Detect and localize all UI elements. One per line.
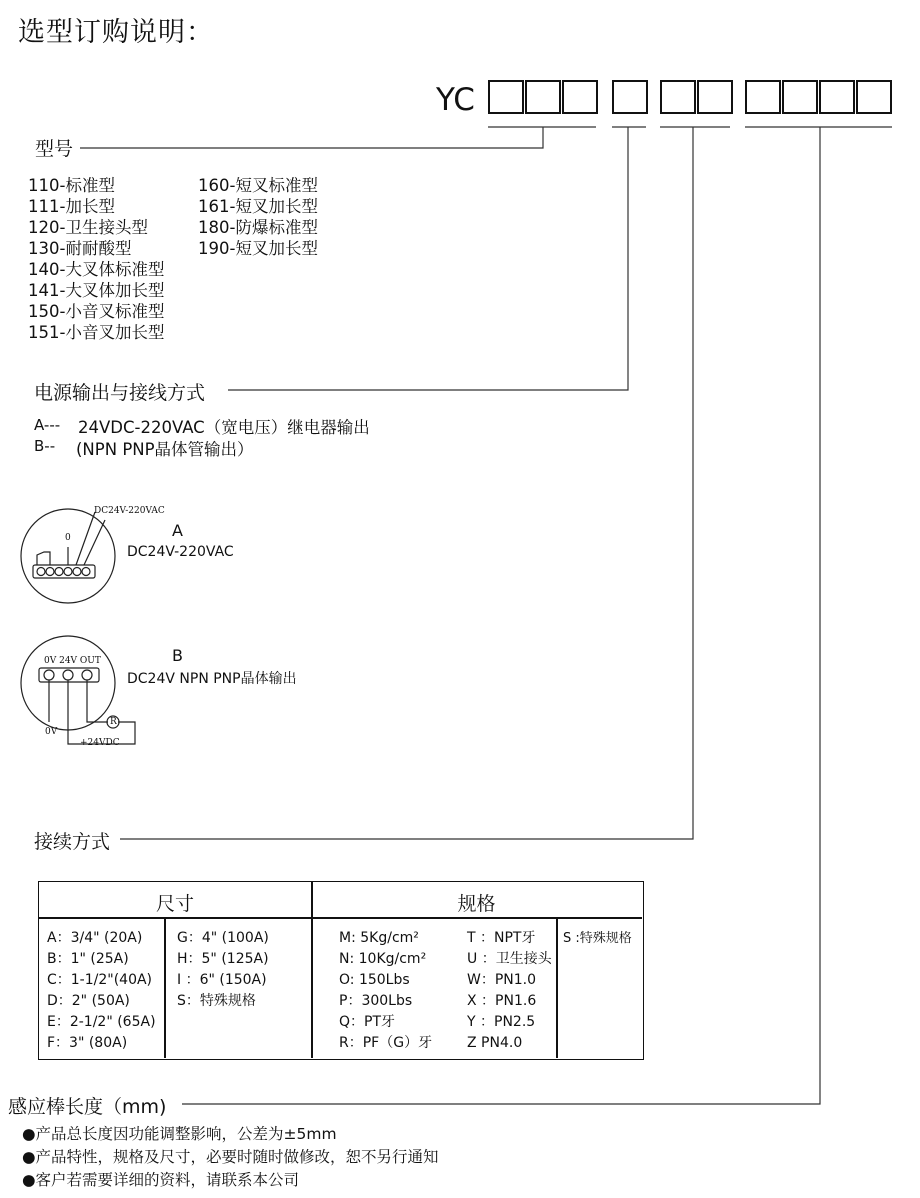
length-section-label: 感应棒长度（mm) bbox=[8, 1096, 167, 1118]
model-section-label: 型号 bbox=[35, 138, 74, 160]
model-item: 141-大叉体加长型 bbox=[28, 281, 165, 300]
note-item: ●产品特性，规格及尺寸，必要时随时做修改，恕不另行通知 bbox=[22, 1148, 439, 1166]
size-item: G：4" (100A) bbox=[177, 930, 269, 946]
model-list-left bbox=[28, 175, 164, 343]
spec-table bbox=[38, 881, 644, 1060]
diagram-b-desc: DC24V NPN PNP晶体输出 bbox=[127, 671, 297, 687]
size-item: C：1-1/2"(40A) bbox=[47, 972, 153, 988]
page-title: 选型订购说明： bbox=[18, 17, 214, 48]
spec-column-b bbox=[467, 928, 552, 1054]
diagram-b-0v-label: 0V bbox=[45, 727, 58, 737]
diagram-b-24v-label: +24VDC bbox=[80, 738, 120, 748]
spec-item: X ：PN1.6 bbox=[467, 993, 537, 1009]
size-item: H：5" (125A) bbox=[177, 951, 269, 967]
diagram-a bbox=[21, 509, 115, 603]
size-item: A：3/4" (20A) bbox=[47, 930, 143, 946]
size-column-a bbox=[47, 928, 156, 1054]
note-item: ●客户若需要详细的资料，请联系本公司 bbox=[22, 1171, 300, 1189]
power-b-text: (NPN PNP晶体管输出） bbox=[76, 440, 254, 459]
code-prefix: YC bbox=[436, 82, 475, 118]
power-b-code: B-- bbox=[34, 437, 56, 455]
size-item: E：2-1/2" (65A) bbox=[47, 1014, 156, 1030]
spec-item: O: 150Lbs bbox=[339, 972, 410, 988]
table-divider bbox=[39, 917, 642, 919]
power-a-text: 24VDC-220VAC（宽电压）继电器输出 bbox=[78, 418, 370, 437]
model-item: 180-防爆标准型 bbox=[198, 218, 318, 237]
model-item: 190-短叉加长型 bbox=[198, 239, 318, 258]
spec-item: Q：PT牙 bbox=[339, 1014, 396, 1030]
diagram-b-terminals: 0V 24V OUT bbox=[44, 656, 101, 666]
size-item: I ：6" (150A) bbox=[177, 972, 267, 988]
spec-special: S :特殊规格 bbox=[563, 931, 632, 946]
spec-item: N: 10Kg/cm² bbox=[339, 951, 427, 967]
spec-item: P：300Lbs bbox=[339, 993, 413, 1009]
diagram-a-desc: DC24V-220VAC bbox=[127, 544, 234, 560]
diagram-a-top-label: DC24V-220VAC bbox=[94, 506, 165, 516]
diagram-b-letter: B bbox=[172, 646, 183, 665]
size-item: S：特殊规格 bbox=[177, 993, 256, 1009]
note-item: ●产品总长度因功能调整影响，公差为±5mm bbox=[22, 1125, 337, 1143]
spec-item: T ：NPT牙 bbox=[467, 930, 536, 946]
model-item: 151-小音叉加长型 bbox=[28, 323, 165, 342]
model-item: 140-大叉体标准型 bbox=[28, 260, 165, 279]
model-item: 161-短叉加长型 bbox=[198, 197, 318, 216]
model-item: 150-小音叉标准型 bbox=[28, 302, 165, 321]
size-item: D：2" (50A) bbox=[47, 993, 130, 1009]
size-item: B：1" (25A) bbox=[47, 951, 129, 967]
power-a-code: A--- bbox=[34, 416, 61, 434]
diagram-b bbox=[21, 636, 135, 744]
size-item: F：3" (80A) bbox=[47, 1035, 128, 1051]
spec-item: Y ：PN2.5 bbox=[467, 1014, 536, 1030]
spec-item: Z PN4.0 bbox=[467, 1035, 523, 1051]
spec-column-a bbox=[339, 928, 432, 1054]
spec-item: R：PF（G）牙 bbox=[339, 1035, 433, 1051]
table-divider bbox=[164, 917, 166, 1058]
table-header-spec: 规格 bbox=[457, 893, 496, 915]
spec-item: M: 5Kg/cm² bbox=[339, 930, 419, 946]
connection-section-label: 接续方式 bbox=[34, 831, 111, 853]
notes-list bbox=[22, 1123, 439, 1192]
model-item: 110-标准型 bbox=[28, 176, 115, 195]
size-column-b bbox=[177, 928, 269, 1012]
model-list-right bbox=[198, 175, 318, 259]
power-section-label: 电源输出与接线方式 bbox=[34, 382, 206, 404]
model-item: 111-加长型 bbox=[28, 197, 115, 216]
table-header-size: 尺寸 bbox=[155, 893, 194, 915]
model-item: 120-卫生接头型 bbox=[28, 218, 148, 237]
spec-item: U ：卫生接头 bbox=[467, 951, 552, 967]
diagram-a-zero-label: 0 bbox=[65, 533, 71, 543]
model-item: 130-耐耐酸型 bbox=[28, 239, 132, 258]
table-divider bbox=[556, 917, 558, 1058]
diagram-a-letter: A bbox=[172, 521, 183, 540]
spec-item: W：PN1.0 bbox=[467, 972, 537, 988]
model-item: 160-短叉标准型 bbox=[198, 176, 318, 195]
diagram-b-load-label: R bbox=[110, 717, 117, 727]
